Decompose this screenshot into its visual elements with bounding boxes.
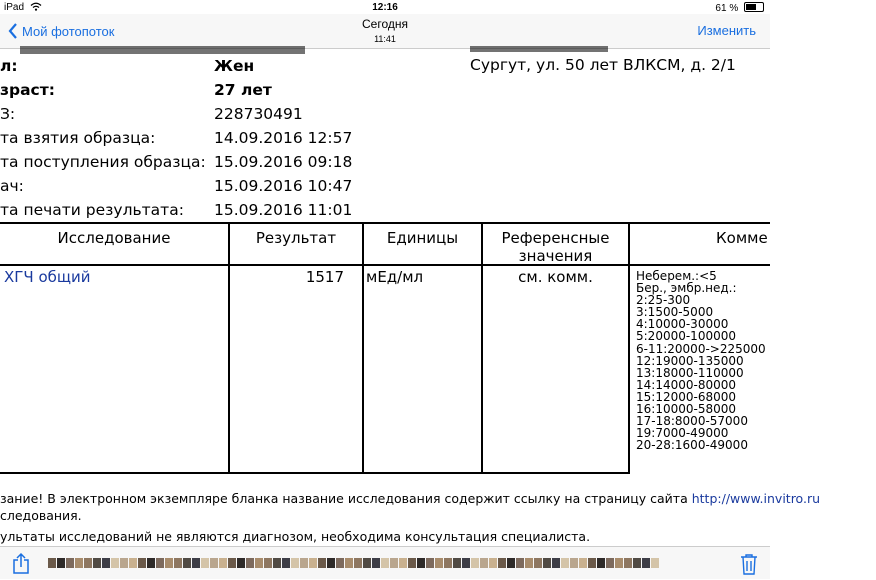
- photo-thumbnail[interactable]: [138, 558, 146, 568]
- photo-thumbnail[interactable]: [471, 558, 479, 568]
- photo-thumbnail[interactable]: [651, 558, 659, 568]
- photo-thumbnail[interactable]: [516, 558, 524, 568]
- photo-thumbnail[interactable]: [93, 558, 101, 568]
- photo-thumbnail[interactable]: [129, 558, 137, 568]
- photo-thumbnail[interactable]: [615, 558, 623, 568]
- photo-thumbnail[interactable]: [588, 558, 596, 568]
- patient-label: зраст:: [0, 81, 55, 99]
- photo-thumbnail[interactable]: [624, 558, 632, 568]
- patient-label: л:: [0, 57, 18, 75]
- photo-thumbnail[interactable]: [201, 558, 209, 568]
- test-result: 1517: [305, 268, 344, 286]
- patient-label: З:: [0, 105, 16, 123]
- note-line-3: ультаты исследований не являются диагнозом, необходима консультация специалиста.: [0, 529, 591, 544]
- test-reference: см. комм.: [518, 268, 593, 286]
- photo-thumbnail[interactable]: [561, 558, 569, 568]
- photo-thumbnail[interactable]: [498, 558, 506, 568]
- invitro-link[interactable]: http://www.invitro.ru: [691, 491, 821, 506]
- table-divider: [228, 222, 230, 473]
- photo-thumbnail[interactable]: [426, 558, 434, 568]
- photo-thumbnail[interactable]: [66, 558, 74, 568]
- photo-thumbnail[interactable]: [489, 558, 497, 568]
- photo-thumbnail[interactable]: [507, 558, 515, 568]
- note-text: зание! В электронном экземпляре бланка название исследования содержит ссылку на страницу сайта: [0, 491, 692, 506]
- status-time: 12:16: [372, 2, 398, 13]
- photo-thumbnail[interactable]: [165, 558, 173, 568]
- photo-thumbnail[interactable]: [462, 558, 470, 568]
- photo-thumbnail[interactable]: [336, 558, 344, 568]
- table-border: [0, 222, 770, 224]
- column-header-reference: Референсные значения: [501, 229, 610, 265]
- cropped-text-fragment: [20, 46, 305, 54]
- status-bar: [0, 0, 770, 14]
- photo-thumbnail[interactable]: [147, 558, 155, 568]
- column-header-test: Исследование: [57, 229, 171, 247]
- table-divider: [628, 222, 630, 473]
- patient-value: Жен: [214, 57, 255, 75]
- photo-thumbnail[interactable]: [210, 558, 218, 568]
- photo-thumbnail[interactable]: [264, 558, 272, 568]
- photo-thumbnail[interactable]: [183, 558, 191, 568]
- patient-value: 15.09.2016 09:18: [214, 153, 353, 171]
- photo-thumbnail[interactable]: [534, 558, 542, 568]
- photo-thumbnail[interactable]: [309, 558, 317, 568]
- photo-thumbnail[interactable]: [57, 558, 65, 568]
- photo-thumbnail[interactable]: [399, 558, 407, 568]
- photo-thumbnail[interactable]: [291, 558, 299, 568]
- photo-thumbnail[interactable]: [480, 558, 488, 568]
- patient-label: та поступления образца:: [0, 153, 206, 171]
- patient-value: 15.09.2016 11:01: [214, 201, 353, 219]
- photo-thumbnail[interactable]: [525, 558, 533, 568]
- test-units: мЕд/мл: [366, 268, 424, 286]
- patient-value: 15.09.2016 10:47: [214, 177, 353, 195]
- photo-thumbnail[interactable]: [282, 558, 290, 568]
- photo-thumbnail[interactable]: [597, 558, 605, 568]
- cropped-text-fragment: [470, 46, 608, 52]
- edit-button[interactable]: Изменить: [697, 23, 756, 38]
- photo-thumbnail[interactable]: [390, 558, 398, 568]
- column-header-comments: Комме: [716, 229, 768, 247]
- column-header-result: Результат: [255, 229, 337, 247]
- photo-thumbnail[interactable]: [318, 558, 326, 568]
- delete-button[interactable]: [740, 553, 758, 580]
- photo-thumbnail[interactable]: [102, 558, 110, 568]
- patient-value: 27 лет: [214, 81, 272, 99]
- patient-label: ач:: [0, 177, 24, 195]
- trash-icon: [740, 553, 758, 575]
- photo-thumbnail[interactable]: [552, 558, 560, 568]
- navigation-bar: [0, 14, 770, 49]
- photo-thumbnail[interactable]: [345, 558, 353, 568]
- photo-thumbnail[interactable]: [642, 558, 650, 568]
- photo-thumbnail[interactable]: [417, 558, 425, 568]
- battery-fill: [746, 4, 756, 10]
- note-line-1: [0, 491, 820, 506]
- table-border: [0, 264, 770, 266]
- photo-thumbnail[interactable]: [381, 558, 389, 568]
- document-photo[interactable]: [0, 48, 821, 546]
- photo-thumbnail[interactable]: [237, 558, 245, 568]
- test-name-link[interactable]: ХГЧ общий: [4, 268, 91, 286]
- share-icon: [12, 553, 30, 575]
- share-button[interactable]: [12, 553, 30, 580]
- photo-thumbnail[interactable]: [84, 558, 92, 568]
- table-divider: [362, 222, 364, 473]
- photo-thumbnail[interactable]: [444, 558, 452, 568]
- patient-value: 14.09.2016 12:57: [214, 129, 353, 147]
- photo-thumbnail[interactable]: [435, 558, 443, 568]
- photo-thumbnail[interactable]: [255, 558, 263, 568]
- photo-thumbnail[interactable]: [273, 558, 281, 568]
- table-border: [0, 472, 630, 474]
- photo-thumbnail[interactable]: [219, 558, 227, 568]
- battery-icon: [744, 2, 764, 12]
- photo-thumbnail[interactable]: [48, 558, 56, 568]
- note-line-2: следования.: [0, 508, 82, 523]
- patient-label: та взятия образца:: [0, 129, 156, 147]
- photo-thumbnail[interactable]: [192, 558, 200, 568]
- photo-thumbnail[interactable]: [120, 558, 128, 568]
- patient-label: та печати результата:: [0, 201, 184, 219]
- column-header-units: Единицы: [386, 229, 459, 247]
- photo-thumbnail[interactable]: [174, 558, 182, 568]
- photo-thumbnail[interactable]: [579, 558, 587, 568]
- photo-thumbnail[interactable]: [408, 558, 416, 568]
- photo-thumbnail[interactable]: [453, 558, 461, 568]
- photo-thumbnail[interactable]: [111, 558, 119, 568]
- nav-title: Сегодня: [362, 17, 408, 31]
- photo-thumbnail[interactable]: [570, 558, 578, 568]
- photo-thumbnail[interactable]: [156, 558, 164, 568]
- photo-thumbnail[interactable]: [327, 558, 335, 568]
- patient-value: 228730491: [214, 105, 303, 123]
- status-right: [715, 2, 764, 14]
- photo-thumbnail[interactable]: [228, 558, 236, 568]
- photo-thumbnail[interactable]: [300, 558, 308, 568]
- photo-thumbnail[interactable]: [354, 558, 362, 568]
- photo-thumbnail[interactable]: [246, 558, 254, 568]
- test-comments: Неберем.:<5 Бер., эмбр.нед.: 2:25-300 3:1500-5000 4:10000-30000 5:20000-100000 6-11:20000->225000 12:19000-135000 13:18000-110000 14:14000-80000 15:12000-68000 16:10000-58000 17-18:8000-57000 19:7000-49000 20-28:1600-49000: [636, 269, 766, 453]
- photo-thumbnail[interactable]: [633, 558, 641, 568]
- battery-percent: 61 %: [715, 3, 739, 14]
- nav-subtitle: 11:41: [374, 34, 396, 44]
- photo-thumbnail[interactable]: [372, 558, 380, 568]
- lab-address: Сургут, ул. 50 лет ВЛКСМ, д. 2/1: [470, 56, 736, 74]
- photo-thumbnail[interactable]: [75, 558, 83, 568]
- device-name: iPad: [4, 2, 25, 13]
- photo-thumbnail[interactable]: [543, 558, 551, 568]
- bottom-toolbar: [0, 546, 770, 579]
- photo-thumbnail[interactable]: [606, 558, 614, 568]
- photo-thumbnail[interactable]: [363, 558, 371, 568]
- photo-thumbnail-strip[interactable]: [48, 558, 728, 568]
- back-label: Мой фотопоток: [22, 23, 115, 39]
